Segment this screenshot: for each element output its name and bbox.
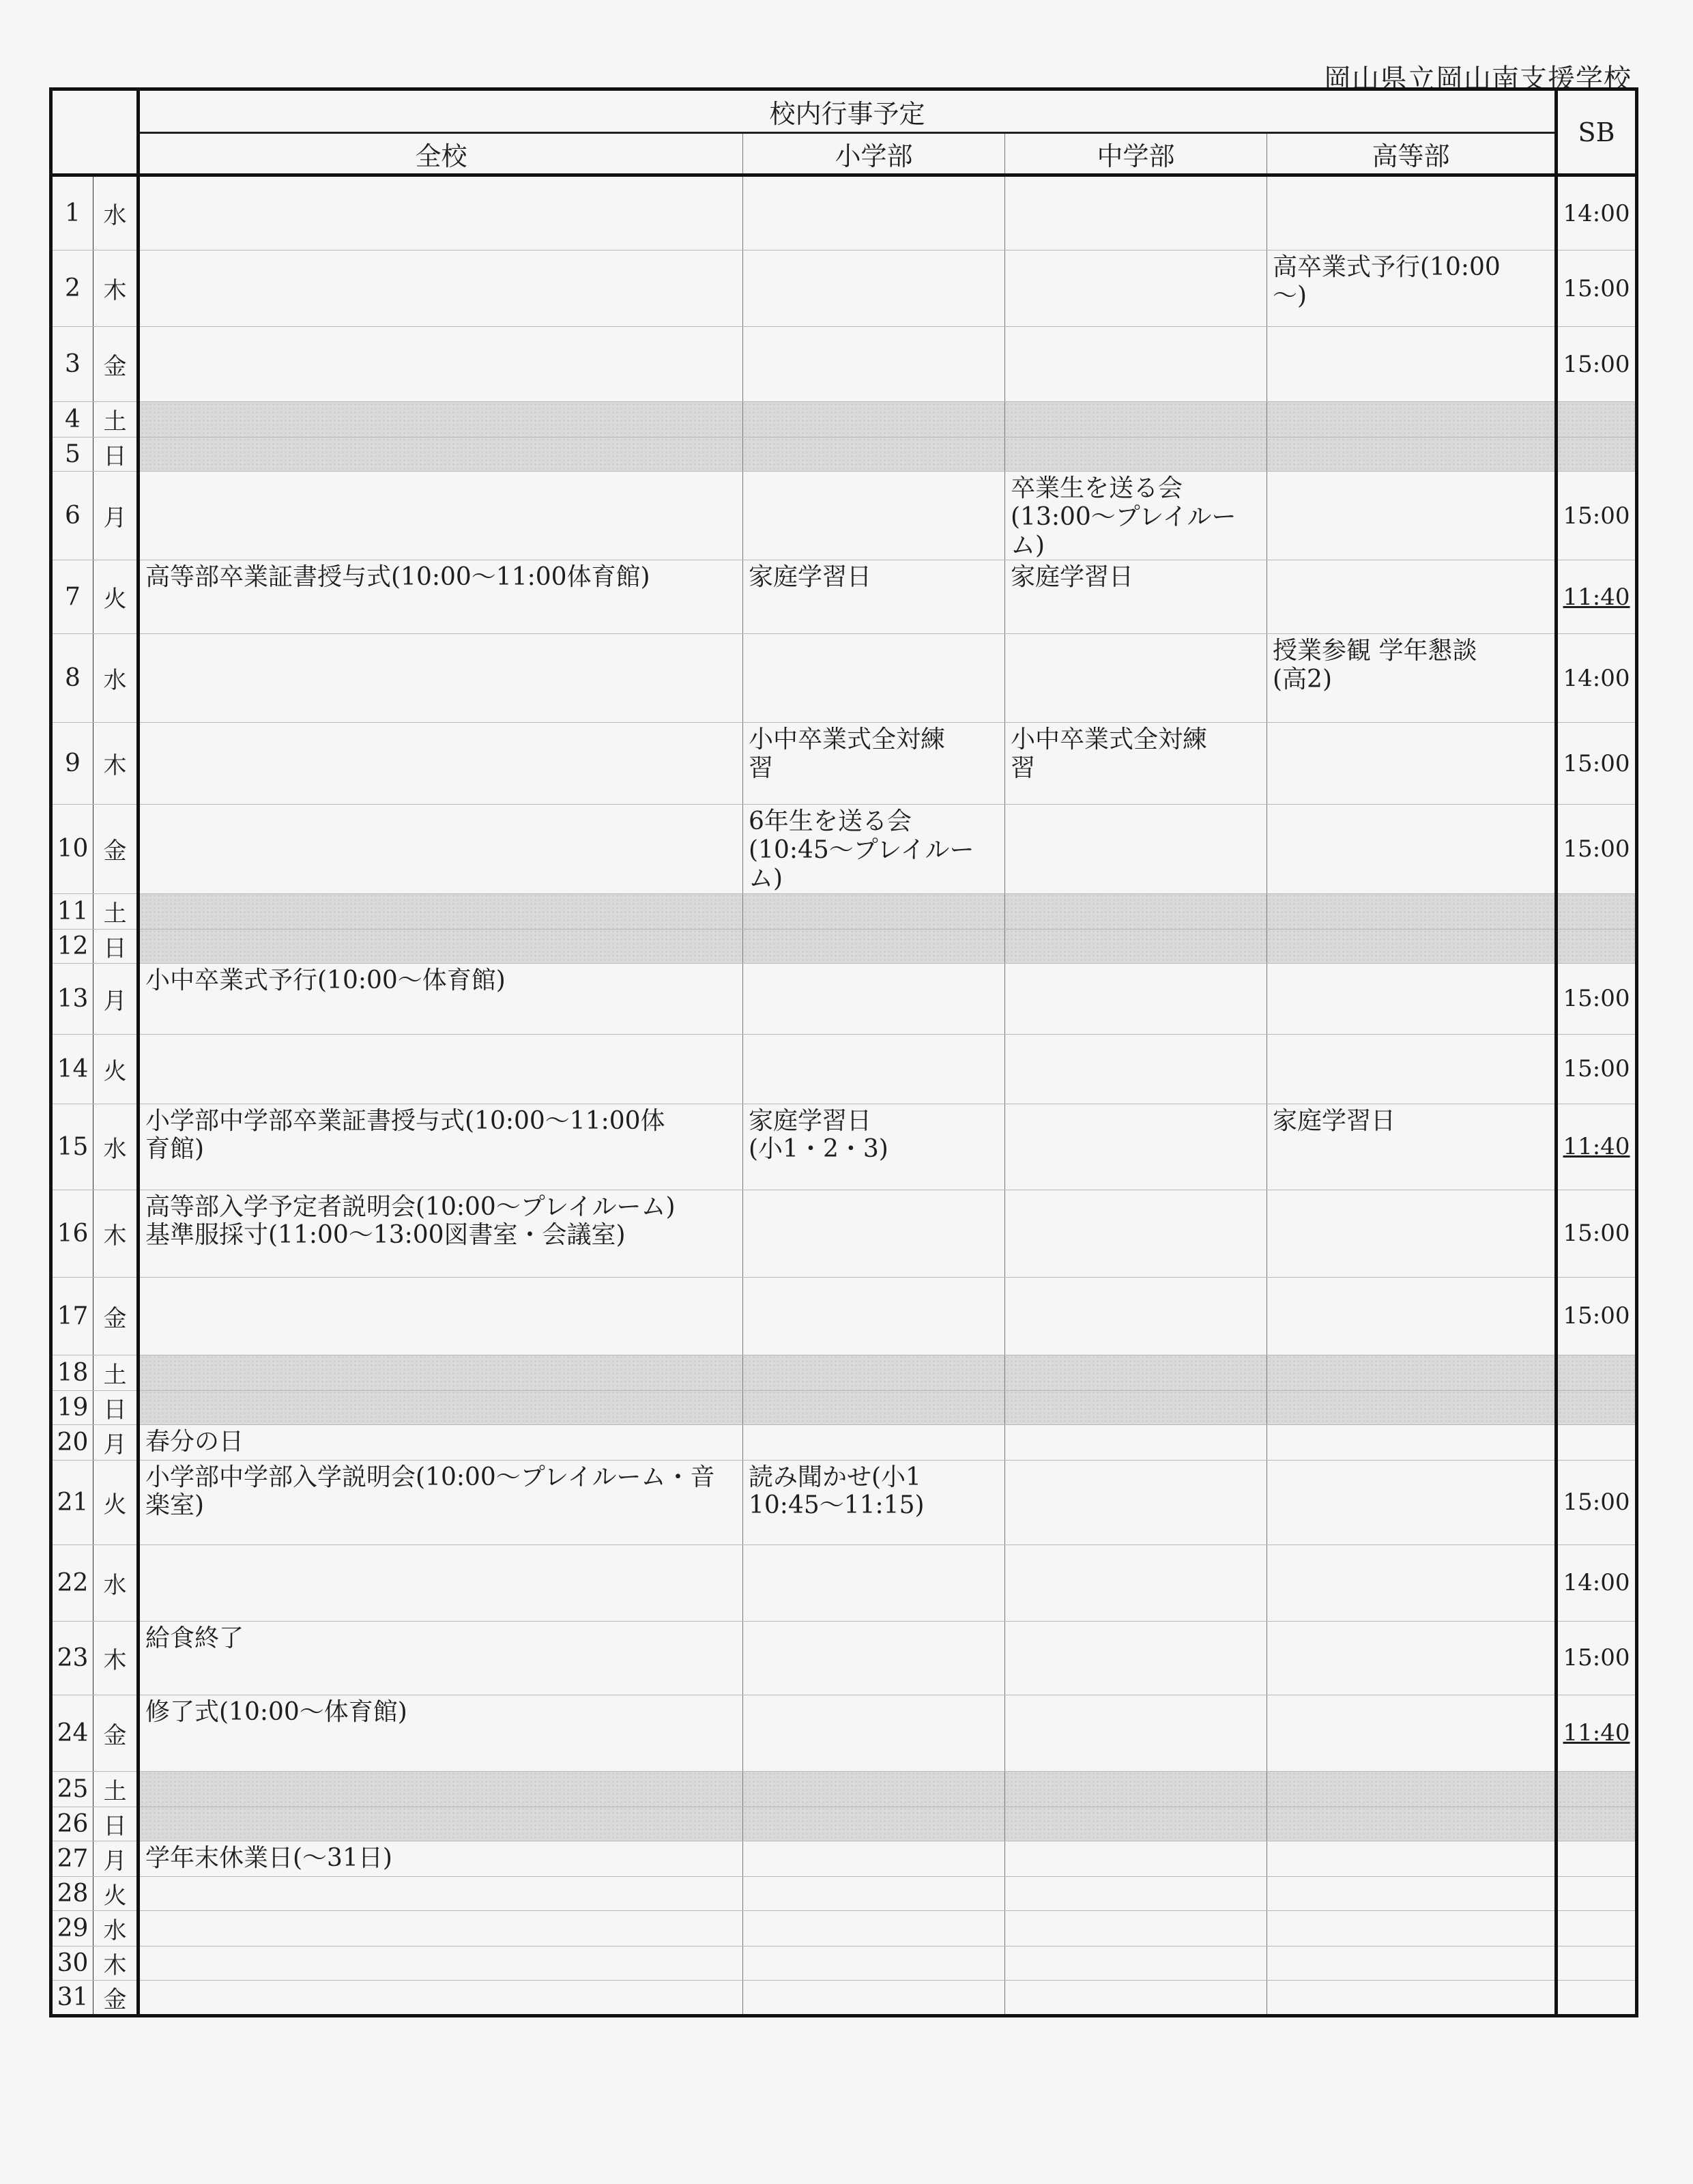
table-row <box>51 1277 1637 1355</box>
sb-time: 14:00 <box>1557 634 1637 723</box>
event-junior-high <box>1005 1621 1267 1695</box>
event-all-school <box>139 1910 743 1946</box>
event-elementary <box>743 1841 1005 1876</box>
weekday: 火 <box>93 1876 139 1910</box>
weekday: 金 <box>93 1695 139 1771</box>
sb-time <box>1557 1390 1637 1424</box>
event-elementary <box>743 1695 1005 1771</box>
day-number: 30 <box>51 1946 93 1980</box>
sb-time <box>1557 402 1637 437</box>
event-high-school <box>1267 175 1557 250</box>
header-corner <box>51 89 139 175</box>
weekday: 月 <box>93 963 139 1034</box>
day-number: 27 <box>51 1841 93 1876</box>
event-elementary <box>743 1771 1005 1807</box>
event-elementary <box>743 175 1005 250</box>
table-row <box>51 1460 1637 1544</box>
event-junior-high <box>1005 327 1267 402</box>
table-row <box>51 1544 1637 1621</box>
day-number: 1 <box>51 175 93 250</box>
event-all-school: 修了式(10:00～体育館) <box>139 1695 743 1771</box>
event-schedule-table <box>49 87 1638 2017</box>
sb-time: 15:00 <box>1557 723 1637 805</box>
event-all-school <box>139 1277 743 1355</box>
weekday: 日 <box>93 437 139 472</box>
event-elementary: 家庭学習日 (小1・2・3) <box>743 1104 1005 1190</box>
sb-time <box>1557 1841 1637 1876</box>
event-high-school <box>1267 929 1557 963</box>
day-number: 23 <box>51 1621 93 1695</box>
event-elementary: 6年生を送る会 (10:45～プレイルーム) <box>743 805 1005 893</box>
day-number: 8 <box>51 634 93 723</box>
sb-time <box>1557 1807 1637 1841</box>
sb-time <box>1557 1695 1637 1771</box>
day-number: 28 <box>51 1876 93 1910</box>
weekday: 火 <box>93 560 139 634</box>
event-all-school <box>139 1034 743 1104</box>
day-number: 17 <box>51 1277 93 1355</box>
event-high-school <box>1267 893 1557 929</box>
event-all-school <box>139 1544 743 1621</box>
event-junior-high <box>1005 175 1267 250</box>
event-high-school <box>1267 1876 1557 1910</box>
event-junior-high <box>1005 1460 1267 1544</box>
day-number: 20 <box>51 1424 93 1460</box>
event-elementary <box>743 1424 1005 1460</box>
day-number: 13 <box>51 963 93 1034</box>
event-junior-high: 小中卒業式全対練 習 <box>1005 723 1267 805</box>
event-elementary <box>743 1807 1005 1841</box>
sb-time <box>1557 560 1637 634</box>
day-number: 25 <box>51 1771 93 1807</box>
event-junior-high <box>1005 634 1267 723</box>
event-high-school <box>1267 1277 1557 1355</box>
event-high-school <box>1267 1390 1557 1424</box>
event-high-school <box>1267 437 1557 472</box>
weekday: 火 <box>93 1034 139 1104</box>
day-number: 3 <box>51 327 93 402</box>
weekday: 水 <box>93 634 139 723</box>
event-all-school <box>139 805 743 893</box>
header-all-school: 全校 <box>139 133 743 175</box>
weekday: 木 <box>93 1190 139 1277</box>
event-high-school <box>1267 1621 1557 1695</box>
event-junior-high <box>1005 250 1267 327</box>
day-number: 2 <box>51 250 93 327</box>
event-all-school <box>139 1390 743 1424</box>
header-high-school: 高等部 <box>1267 133 1557 175</box>
sb-time: 15:00 <box>1557 805 1637 893</box>
event-elementary <box>743 634 1005 723</box>
sb-time: 15:00 <box>1557 327 1637 402</box>
table-row <box>51 805 1637 893</box>
sb-time: 15:00 <box>1557 1034 1637 1104</box>
event-all-school <box>139 1946 743 1980</box>
event-all-school: 春分の日 <box>139 1424 743 1460</box>
event-all-school <box>139 402 743 437</box>
event-junior-high <box>1005 1695 1267 1771</box>
sb-time-text: 11:40 <box>1563 583 1630 611</box>
weekday: 木 <box>93 1946 139 1980</box>
event-junior-high <box>1005 1876 1267 1910</box>
event-high-school: 高卒業式予行(10:00 ～) <box>1267 250 1557 327</box>
event-junior-high <box>1005 1104 1267 1190</box>
event-elementary <box>743 1621 1005 1695</box>
event-high-school <box>1267 472 1557 560</box>
table-row <box>51 929 1637 963</box>
table-row <box>51 1980 1637 2015</box>
sb-time <box>1557 1771 1637 1807</box>
event-all-school: 高等部入学予定者説明会(10:00～プレイルーム) 基準服採寸(11:00～13:00図書室・会議室) <box>139 1190 743 1277</box>
table-row <box>51 1946 1637 1980</box>
event-elementary <box>743 1946 1005 1980</box>
event-all-school <box>139 893 743 929</box>
day-number: 11 <box>51 893 93 929</box>
weekday: 水 <box>93 1544 139 1621</box>
event-junior-high <box>1005 1841 1267 1876</box>
table-row <box>51 327 1637 402</box>
day-number: 31 <box>51 1980 93 2015</box>
table-row <box>51 175 1637 250</box>
event-elementary: 小中卒業式全対練 習 <box>743 723 1005 805</box>
event-junior-high <box>1005 1946 1267 1980</box>
school-name: 岡山県立岡山南支援学校 <box>1324 63 1632 95</box>
sb-time <box>1557 1104 1637 1190</box>
event-high-school <box>1267 1910 1557 1946</box>
event-high-school <box>1267 723 1557 805</box>
event-elementary <box>743 1876 1005 1910</box>
table-row <box>51 723 1637 805</box>
day-number: 18 <box>51 1355 93 1390</box>
event-high-school <box>1267 1946 1557 1980</box>
event-elementary <box>743 1980 1005 2015</box>
event-all-school: 小学部中学部入学説明会(10:00～プレイルーム・音 楽室) <box>139 1460 743 1544</box>
event-junior-high <box>1005 1424 1267 1460</box>
event-elementary <box>743 402 1005 437</box>
event-all-school <box>139 437 743 472</box>
event-junior-high <box>1005 437 1267 472</box>
sb-time <box>1557 1424 1637 1460</box>
weekday: 水 <box>93 1910 139 1946</box>
weekday: 金 <box>93 1277 139 1355</box>
event-elementary <box>743 929 1005 963</box>
header-elementary: 小学部 <box>743 133 1005 175</box>
sb-time: 15:00 <box>1557 250 1637 327</box>
table-row <box>51 1695 1637 1771</box>
schedule-rows <box>51 175 1637 2016</box>
sb-time: 15:00 <box>1557 1621 1637 1695</box>
sb-time <box>1557 1980 1637 2015</box>
event-junior-high <box>1005 1807 1267 1841</box>
weekday: 木 <box>93 250 139 327</box>
event-high-school <box>1267 963 1557 1034</box>
sb-time: 14:00 <box>1557 175 1637 250</box>
event-elementary <box>743 250 1005 327</box>
event-junior-high: 卒業生を送る会 (13:00～プレイルーム) <box>1005 472 1267 560</box>
event-high-school: 家庭学習日 <box>1267 1104 1557 1190</box>
event-elementary <box>743 1544 1005 1621</box>
weekday: 土 <box>93 1355 139 1390</box>
day-number: 9 <box>51 723 93 805</box>
weekday: 木 <box>93 1621 139 1695</box>
weekday: 日 <box>93 1390 139 1424</box>
sb-time: 15:00 <box>1557 1190 1637 1277</box>
event-high-school <box>1267 1695 1557 1771</box>
event-high-school <box>1267 1807 1557 1841</box>
sb-time-text: 11:40 <box>1563 1719 1630 1747</box>
day-number: 24 <box>51 1695 93 1771</box>
event-all-school <box>139 723 743 805</box>
table-row <box>51 1424 1637 1460</box>
event-all-school: 小学部中学部卒業証書授与式(10:00～11:00体 育館) <box>139 1104 743 1190</box>
event-junior-high <box>1005 1910 1267 1946</box>
event-junior-high <box>1005 929 1267 963</box>
sb-time: 14:00 <box>1557 1544 1637 1621</box>
table-row <box>51 1910 1637 1946</box>
event-all-school <box>139 634 743 723</box>
event-elementary <box>743 1034 1005 1104</box>
event-all-school <box>139 1807 743 1841</box>
event-junior-high <box>1005 1190 1267 1277</box>
event-junior-high <box>1005 1277 1267 1355</box>
event-high-school: 授業参観 学年懇談 (高2) <box>1267 634 1557 723</box>
weekday: 月 <box>93 1424 139 1460</box>
event-all-school <box>139 472 743 560</box>
event-high-school <box>1267 402 1557 437</box>
day-number: 5 <box>51 437 93 472</box>
event-high-school <box>1267 560 1557 634</box>
event-elementary: 読み聞かせ(小1 10:45～11:15) <box>743 1460 1005 1544</box>
event-high-school <box>1267 327 1557 402</box>
event-all-school: 高等部卒業証書授与式(10:00～11:00体育館) <box>139 560 743 634</box>
event-all-school <box>139 1980 743 2015</box>
event-all-school <box>139 1771 743 1807</box>
header-sb: SB <box>1557 89 1637 175</box>
event-high-school <box>1267 1980 1557 2015</box>
table-row <box>51 437 1637 472</box>
header-title: 校内行事予定 <box>139 89 1557 133</box>
table-row <box>51 1771 1637 1807</box>
table-row <box>51 1621 1637 1695</box>
day-number: 4 <box>51 402 93 437</box>
event-elementary <box>743 1355 1005 1390</box>
sb-time-text: 11:40 <box>1563 1133 1630 1160</box>
sb-time <box>1557 1910 1637 1946</box>
event-all-school <box>139 250 743 327</box>
table-row <box>51 1034 1637 1104</box>
event-elementary <box>743 1390 1005 1424</box>
weekday: 金 <box>93 805 139 893</box>
event-high-school <box>1267 1034 1557 1104</box>
event-elementary <box>743 963 1005 1034</box>
event-junior-high <box>1005 805 1267 893</box>
event-elementary <box>743 472 1005 560</box>
header-junior-high: 中学部 <box>1005 133 1267 175</box>
sb-time: 15:00 <box>1557 1460 1637 1544</box>
event-junior-high <box>1005 1034 1267 1104</box>
weekday: 月 <box>93 1841 139 1876</box>
day-number: 14 <box>51 1034 93 1104</box>
event-elementary <box>743 327 1005 402</box>
event-high-school <box>1267 1841 1557 1876</box>
day-number: 10 <box>51 805 93 893</box>
weekday: 日 <box>93 1807 139 1841</box>
event-junior-high <box>1005 1355 1267 1390</box>
day-number: 7 <box>51 560 93 634</box>
sb-time <box>1557 893 1637 929</box>
event-high-school <box>1267 1771 1557 1807</box>
table-row <box>51 560 1637 634</box>
event-elementary <box>743 437 1005 472</box>
event-elementary <box>743 1277 1005 1355</box>
table-row <box>51 1104 1637 1190</box>
sb-time <box>1557 929 1637 963</box>
table-row <box>51 1841 1637 1876</box>
weekday: 土 <box>93 893 139 929</box>
table-row <box>51 1390 1637 1424</box>
day-number: 21 <box>51 1460 93 1544</box>
table-row <box>51 963 1637 1034</box>
event-high-school <box>1267 1355 1557 1390</box>
sb-time <box>1557 437 1637 472</box>
event-elementary: 家庭学習日 <box>743 560 1005 634</box>
event-elementary <box>743 1190 1005 1277</box>
day-number: 29 <box>51 1910 93 1946</box>
event-junior-high <box>1005 1771 1267 1807</box>
table-row <box>51 1876 1637 1910</box>
event-elementary <box>743 893 1005 929</box>
day-number: 12 <box>51 929 93 963</box>
event-all-school: 学年末休業日(～31日) <box>139 1841 743 1876</box>
table-row <box>51 250 1637 327</box>
day-number: 15 <box>51 1104 93 1190</box>
event-all-school <box>139 929 743 963</box>
event-all-school <box>139 175 743 250</box>
day-number: 22 <box>51 1544 93 1621</box>
event-all-school <box>139 327 743 402</box>
table-row <box>51 1355 1637 1390</box>
weekday: 金 <box>93 1980 139 2015</box>
weekday: 水 <box>93 1104 139 1190</box>
event-junior-high <box>1005 893 1267 929</box>
table-row <box>51 893 1637 929</box>
weekday: 水 <box>93 175 139 250</box>
sb-time <box>1557 1876 1637 1910</box>
table-row <box>51 472 1637 560</box>
table-row <box>51 402 1637 437</box>
event-junior-high <box>1005 402 1267 437</box>
weekday: 土 <box>93 1771 139 1807</box>
day-number: 6 <box>51 472 93 560</box>
event-high-school <box>1267 1190 1557 1277</box>
day-number: 16 <box>51 1190 93 1277</box>
sb-time: 15:00 <box>1557 1277 1637 1355</box>
event-elementary <box>743 1910 1005 1946</box>
event-all-school: 給食終了 <box>139 1621 743 1695</box>
event-high-school <box>1267 1544 1557 1621</box>
sb-time <box>1557 1946 1637 1980</box>
day-number: 19 <box>51 1390 93 1424</box>
event-junior-high <box>1005 1390 1267 1424</box>
weekday: 日 <box>93 929 139 963</box>
sb-time: 15:00 <box>1557 472 1637 560</box>
sb-time: 15:00 <box>1557 963 1637 1034</box>
event-high-school <box>1267 805 1557 893</box>
table-row <box>51 1807 1637 1841</box>
weekday: 金 <box>93 327 139 402</box>
event-junior-high <box>1005 1544 1267 1621</box>
day-number: 26 <box>51 1807 93 1841</box>
event-all-school <box>139 1355 743 1390</box>
table-row <box>51 1190 1637 1277</box>
weekday: 月 <box>93 472 139 560</box>
weekday: 火 <box>93 1460 139 1544</box>
event-high-school <box>1267 1424 1557 1460</box>
sb-time <box>1557 1355 1637 1390</box>
event-all-school <box>139 1876 743 1910</box>
weekday: 土 <box>93 402 139 437</box>
event-junior-high <box>1005 963 1267 1034</box>
table-row <box>51 634 1637 723</box>
event-high-school <box>1267 1460 1557 1544</box>
event-all-school: 小中卒業式予行(10:00～体育館) <box>139 963 743 1034</box>
event-junior-high: 家庭学習日 <box>1005 560 1267 634</box>
event-junior-high <box>1005 1980 1267 2015</box>
weekday: 木 <box>93 723 139 805</box>
